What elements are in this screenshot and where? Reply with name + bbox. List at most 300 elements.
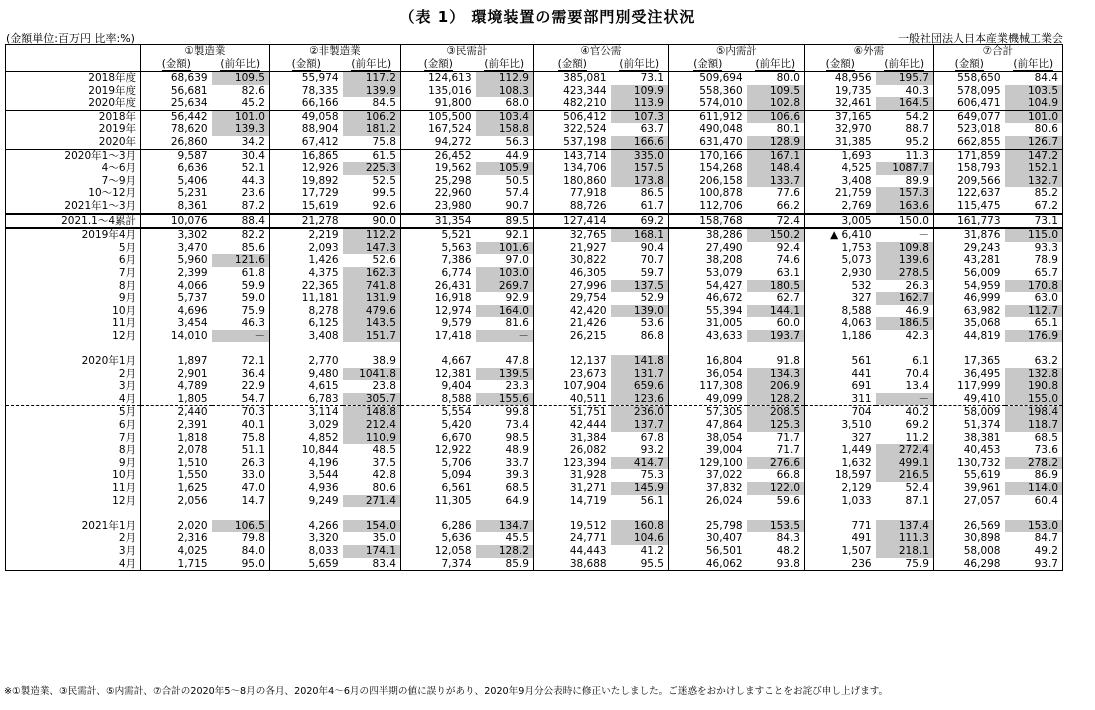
amount-cell: 3,302	[141, 228, 212, 242]
yoy-cell: 50.5	[505, 174, 529, 187]
row-label: 6月	[6, 254, 141, 267]
yoy-cell: 44.9	[476, 149, 534, 162]
amount-subheader: (金額)	[533, 58, 610, 72]
table-row	[6, 393, 1063, 406]
yoy-cell: 218.1	[876, 545, 934, 558]
yoy-cell: 52.1	[241, 162, 265, 175]
amount-subheader: (金額)	[141, 58, 212, 72]
amount-cell: 1,632	[805, 457, 876, 470]
amount-cell: 9,249	[269, 495, 342, 508]
yoy-cell: 143.5	[343, 317, 401, 330]
table-row	[6, 200, 1063, 214]
amount-cell: 4,063	[805, 317, 876, 330]
yoy-cell: 63.0	[1005, 292, 1063, 305]
yoy-cell: 103.4	[476, 110, 534, 123]
amount-cell: 327	[805, 292, 876, 305]
yoy-cell: 56.1	[640, 494, 664, 507]
amount-cell: 4,936	[269, 482, 342, 495]
yoy-cell: 92.4	[776, 241, 800, 254]
yoy-cell: 88.7	[905, 123, 929, 136]
amount-cell: 311	[805, 393, 876, 406]
yoy-cell: 40.1	[241, 419, 265, 432]
yoy-cell: 193.7	[747, 330, 805, 343]
row-label: 11月	[6, 482, 141, 495]
yoy-cell: 87.2	[241, 199, 265, 212]
table-row	[6, 419, 1063, 432]
yoy-cell: 151.7	[343, 330, 401, 343]
amount-cell: 130,732	[933, 457, 1004, 470]
yoy-cell: 101.0	[1005, 110, 1063, 123]
yoy-cell: 56.3	[505, 135, 529, 148]
yoy-cell: 137.7	[611, 419, 669, 432]
amount-cell: 30,898	[933, 532, 1004, 545]
yoy-cell: 499.1	[876, 457, 934, 470]
column-header: ④官公需	[533, 45, 668, 59]
amount-cell: 4,025	[141, 545, 212, 558]
yoy-cell: 84.7	[1005, 532, 1063, 545]
yoy-cell: 101.6	[476, 242, 534, 255]
amount-cell: 2,930	[805, 267, 876, 280]
yoy-cell: 141.8	[611, 355, 669, 368]
amount-cell: 9,579	[400, 317, 475, 330]
table-row	[6, 368, 1063, 381]
amount-cell: 5,563	[400, 242, 475, 255]
column-header: ⑤内需計	[668, 45, 804, 59]
yoy-cell: 22.9	[241, 380, 265, 393]
amount-cell: 54,427	[668, 280, 746, 293]
amount-cell: 558,650	[933, 72, 1004, 85]
yoy-cell: 139.0	[611, 305, 669, 318]
yoy-cell: 13.4	[905, 380, 929, 393]
amount-cell: 26,431	[400, 280, 475, 293]
amount-cell: 38,688	[533, 558, 610, 571]
yoy-subheader: (前年比)	[343, 58, 401, 72]
row-label: 5月	[6, 406, 141, 419]
amount-cell: 23,673	[533, 368, 610, 381]
amount-cell: 14,010	[141, 330, 212, 343]
amount-cell: 167,524	[400, 123, 475, 136]
amount-cell: 12,381	[400, 368, 475, 381]
yoy-cell: 67.2	[1005, 200, 1063, 214]
yoy-cell: 52.9	[640, 292, 664, 305]
yoy-cell: 150.2	[747, 228, 805, 242]
yoy-cell: 34.2	[241, 135, 265, 148]
row-label: 10月	[6, 469, 141, 482]
amount-cell: 115,475	[933, 200, 1004, 214]
amount-cell: 56,501	[668, 545, 746, 558]
yoy-cell: 176.9	[1005, 330, 1063, 343]
amount-cell: 6,670	[400, 432, 475, 445]
amount-cell: 67,412	[269, 136, 342, 149]
yoy-cell: 6.1	[912, 355, 929, 368]
column-header: ①製造業	[141, 45, 270, 59]
yoy-cell: 61.7	[640, 199, 664, 212]
amount-cell: 3,320	[269, 532, 342, 545]
yoy-cell: 102.8	[747, 97, 805, 110]
amount-cell: 48,956	[805, 72, 876, 85]
yoy-cell: 30.4	[212, 149, 270, 162]
amount-cell: 63,982	[933, 305, 1004, 318]
amount-cell: 16,804	[668, 355, 746, 368]
row-label: 2020年1月	[6, 355, 141, 368]
yoy-cell: 54.2	[876, 110, 934, 123]
yoy-cell: 118.7	[1005, 419, 1063, 432]
yoy-cell: 153.0	[1005, 520, 1063, 533]
amount-cell: 37,022	[668, 469, 746, 482]
amount-cell: 1,449	[805, 444, 876, 457]
yoy-cell: 42.3	[905, 329, 929, 342]
amount-cell: 26,215	[533, 330, 610, 343]
amount-cell: 5,231	[141, 187, 212, 200]
yoy-subheader: (前年比)	[747, 58, 805, 72]
amount-cell: 1,510	[141, 457, 212, 470]
amount-cell: 26,024	[668, 495, 746, 508]
table-row	[6, 72, 1063, 85]
yoy-cell: 89.5	[476, 214, 534, 229]
amount-cell: 2,440	[141, 406, 212, 419]
yoy-cell: 112.7	[1005, 305, 1063, 318]
yoy-cell: 659.6	[611, 380, 669, 393]
yoy-cell: －	[476, 330, 534, 343]
yoy-cell: 139.3	[212, 123, 270, 136]
yoy-cell: 80.6	[372, 482, 396, 494]
amount-cell: 91,800	[400, 97, 475, 110]
amount-cell: 4,615	[269, 380, 342, 393]
yoy-cell: 106.2	[343, 110, 401, 123]
yoy-cell: 132.8	[1005, 368, 1063, 381]
amount-cell: ▲ 6,410	[805, 228, 876, 242]
row-label: 2月	[6, 368, 141, 381]
amount-cell: 441	[805, 368, 876, 381]
amount-cell: 649,077	[933, 110, 1004, 123]
amount-cell: 4,066	[141, 280, 212, 293]
table-body	[6, 72, 1063, 571]
amount-cell: 39,961	[933, 482, 1004, 495]
yoy-cell: 1041.8	[343, 368, 401, 381]
yoy-subheader: (前年比)	[876, 58, 934, 72]
yoy-cell: 93.2	[640, 444, 664, 457]
amount-cell: 2,901	[141, 368, 212, 381]
yoy-cell: 104.6	[611, 532, 669, 545]
amount-cell: 25,298	[400, 175, 475, 188]
amount-cell: 16,918	[400, 292, 475, 305]
amount-cell: 574,010	[668, 97, 746, 110]
amount-cell: 4,375	[269, 267, 342, 280]
yoy-cell: 33.0	[241, 469, 265, 482]
row-label: 12月	[6, 495, 141, 508]
yoy-cell: 52.6	[372, 254, 396, 267]
amount-cell: 37,832	[668, 482, 746, 495]
amount-cell: 19,512	[533, 520, 610, 533]
amount-cell: 31,928	[533, 469, 610, 482]
yoy-cell: 106.5	[212, 520, 270, 533]
yoy-cell: 23.3	[505, 380, 529, 393]
table-row	[6, 162, 1063, 175]
amount-cell: 21,278	[269, 214, 342, 229]
amount-cell: 1,897	[141, 355, 212, 368]
yoy-cell: 741.8	[343, 280, 401, 293]
yoy-cell: 23.8	[372, 380, 396, 393]
amount-cell: 8,033	[269, 545, 342, 558]
yoy-cell: 139.6	[876, 254, 934, 267]
amount-cell: 105,500	[400, 110, 475, 123]
amount-cell: 8,588	[805, 305, 876, 318]
row-label: 9月	[6, 457, 141, 470]
yoy-cell: 71.7	[776, 431, 800, 444]
amount-cell: 25,634	[141, 97, 212, 110]
yoy-cell: 35.0	[372, 532, 396, 545]
amount-cell: 26,082	[533, 444, 610, 457]
yoy-cell: 75.9	[241, 304, 265, 317]
row-label: 7月	[6, 267, 141, 280]
amount-cell: 2,316	[141, 532, 212, 545]
table-row	[6, 469, 1063, 482]
table-row	[6, 330, 1063, 343]
row-label: 2019年	[6, 123, 141, 136]
amount-cell: 58,008	[933, 545, 1004, 558]
row-label: 7月	[6, 432, 141, 445]
amount-cell: 561	[805, 355, 876, 368]
yoy-cell: 67.8	[640, 431, 664, 444]
yoy-cell: 128.2	[476, 545, 534, 558]
amount-cell: 123,394	[533, 457, 610, 470]
amount-cell: 5,094	[400, 469, 475, 482]
amount-cell: 9,404	[400, 380, 475, 393]
amount-cell: 56,009	[933, 267, 1004, 280]
amount-cell: 6,561	[400, 482, 475, 495]
yoy-cell: 86.8	[640, 329, 664, 342]
yoy-cell: 113.9	[611, 97, 669, 110]
amount-cell: 3,454	[141, 317, 212, 330]
yoy-cell: 110.9	[343, 432, 401, 445]
amount-cell: 606,471	[933, 97, 1004, 110]
yoy-cell: 139.5	[476, 368, 534, 381]
table-row	[6, 136, 1063, 149]
yoy-cell: 166.6	[611, 136, 669, 149]
amount-cell: 14,719	[533, 495, 610, 508]
row-label: 4月	[6, 393, 141, 406]
table-row	[6, 97, 1063, 110]
yoy-cell: 278.5	[876, 267, 934, 280]
amount-cell: 506,412	[533, 110, 610, 123]
table-row	[6, 444, 1063, 457]
amount-cell: 19,562	[400, 162, 475, 175]
yoy-cell: 85.6	[241, 241, 265, 254]
yoy-cell: 46.9	[905, 304, 929, 317]
amount-cell: 5,406	[141, 175, 212, 188]
amount-cell: 206,158	[668, 175, 746, 188]
amount-cell: 117,999	[933, 380, 1004, 393]
yoy-cell: 93.3	[1005, 242, 1063, 255]
row-label: 11月	[6, 317, 141, 330]
amount-cell: 423,344	[533, 85, 610, 98]
yoy-cell: 68.5	[1005, 432, 1063, 445]
yoy-cell: 70.7	[640, 254, 664, 267]
amount-cell: 537,198	[533, 136, 610, 149]
amount-cell: 55,974	[269, 72, 342, 85]
amount-cell: 42,420	[533, 305, 610, 318]
yoy-cell: 57.4	[505, 187, 529, 200]
yoy-cell: 39.3	[505, 469, 529, 482]
row-label: 2019年度	[6, 85, 141, 98]
amount-cell: 53,079	[668, 267, 746, 280]
amount-cell: 4,789	[141, 380, 212, 393]
table-row	[6, 110, 1063, 123]
amount-cell: 77,918	[533, 187, 610, 200]
amount-cell: 1,625	[141, 482, 212, 495]
amount-cell: 1,507	[805, 545, 876, 558]
yoy-cell: 88.4	[212, 214, 270, 229]
yoy-cell: 414.7	[611, 457, 669, 470]
amount-cell: 161,773	[933, 214, 1004, 229]
amount-cell: 43,281	[933, 254, 1004, 267]
yoy-cell: 72.4	[747, 214, 805, 229]
row-label: 10～12月	[6, 187, 141, 200]
table-row	[6, 482, 1063, 495]
yoy-cell: 91.8	[776, 355, 800, 368]
yoy-cell: －	[212, 330, 270, 343]
yoy-cell: 167.1	[747, 149, 805, 162]
yoy-cell: 181.2	[343, 123, 401, 136]
table-row	[6, 495, 1063, 508]
yoy-cell: 75.8	[372, 135, 396, 148]
yoy-cell: 163.6	[876, 200, 934, 214]
amount-cell: 49,099	[668, 393, 746, 406]
amount-cell: 662,855	[933, 136, 1004, 149]
amount-subheader: (金額)	[668, 58, 746, 72]
amount-cell: 2,056	[141, 495, 212, 508]
amount-cell: 7,386	[400, 254, 475, 267]
amount-cell: 54,959	[933, 280, 1004, 293]
amount-cell: 2,770	[269, 355, 342, 368]
yoy-cell: 70.3	[212, 406, 270, 419]
yoy-cell: 134.7	[476, 520, 534, 533]
yoy-cell: 86.5	[640, 187, 664, 200]
table-row	[6, 317, 1063, 330]
amount-cell: 66,166	[269, 97, 342, 110]
yoy-cell: 109.8	[876, 242, 934, 255]
amount-cell: 482,210	[533, 97, 610, 110]
yoy-cell: 157.3	[876, 187, 934, 200]
amount-cell: 1,818	[141, 432, 212, 445]
amount-cell: 2,399	[141, 267, 212, 280]
yoy-cell: 75.9	[876, 558, 934, 571]
yoy-subheader: (前年比)	[212, 58, 270, 72]
table-row	[6, 242, 1063, 255]
yoy-cell: 86.9	[1005, 469, 1063, 482]
yoy-cell: 133.7	[747, 175, 805, 188]
yoy-cell: 305.7	[343, 393, 401, 406]
amount-cell: 39,004	[668, 444, 746, 457]
row-label: 2019年4月	[6, 228, 141, 242]
amount-cell: 1,033	[805, 495, 876, 508]
amount-cell: 1,805	[141, 393, 212, 406]
table-row	[6, 149, 1063, 162]
row-label: 2021.1～4累計	[6, 214, 141, 229]
amount-cell: 51,751	[533, 406, 610, 419]
column-header: ⑦合計	[933, 45, 1062, 59]
amount-cell: 5,737	[141, 292, 212, 305]
yoy-cell: 173.8	[611, 175, 669, 188]
amount-cell: 117,308	[668, 380, 746, 393]
yoy-subheader: (前年比)	[1005, 58, 1063, 72]
amount-cell: 1,715	[141, 558, 212, 571]
amount-cell: 8,361	[141, 200, 212, 214]
yoy-cell: 46.3	[241, 317, 265, 330]
amount-cell: 40,511	[533, 393, 610, 406]
yoy-cell: 68.5	[505, 482, 529, 494]
amount-cell: 68,639	[141, 72, 212, 85]
yoy-cell: 112.9	[476, 72, 534, 85]
yoy-cell: 164.5	[876, 97, 934, 110]
yoy-cell: 70.4	[905, 367, 929, 380]
amount-cell: 4,266	[269, 520, 342, 533]
yoy-cell: 66.8	[776, 469, 800, 482]
amount-cell: 12,058	[400, 545, 475, 558]
amount-cell: 112,706	[668, 200, 746, 214]
amount-cell: 3,544	[269, 469, 342, 482]
amount-cell: 32,970	[805, 123, 876, 136]
amount-cell: 29,243	[933, 242, 1004, 255]
yoy-cell: 158.8	[476, 123, 534, 136]
amount-cell: 491	[805, 532, 876, 545]
yoy-cell: 74.6	[776, 254, 800, 267]
amount-cell: 23,980	[400, 200, 475, 214]
yoy-cell: －	[876, 228, 934, 242]
table-row	[6, 85, 1063, 98]
amount-cell: 509,694	[668, 72, 746, 85]
row-label: 2018年	[6, 110, 141, 123]
amount-cell: 3,510	[805, 419, 876, 432]
yoy-cell: 128.2	[747, 393, 805, 406]
yoy-cell: 48.5	[372, 444, 396, 457]
row-label: 2月	[6, 532, 141, 545]
table-row	[6, 432, 1063, 445]
amount-cell: 88,904	[269, 123, 342, 136]
amount-cell: 78,335	[269, 85, 342, 98]
yoy-cell: 87.1	[905, 494, 929, 507]
yoy-cell: 75.3	[640, 469, 664, 482]
amount-cell: 31,271	[533, 482, 610, 495]
yoy-cell: 61.8	[241, 266, 265, 279]
table-row	[6, 558, 1063, 571]
yoy-cell: 41.2	[640, 544, 664, 557]
yoy-cell: 84.0	[241, 544, 265, 557]
yoy-cell: 44.3	[241, 174, 265, 187]
yoy-cell: 132.7	[1005, 175, 1063, 188]
amount-subheader: (金額)	[933, 58, 1004, 72]
yoy-cell: 82.6	[241, 84, 265, 97]
amount-subheader: (金額)	[269, 58, 342, 72]
yoy-cell: 47.0	[241, 482, 265, 494]
amount-cell: 31,385	[805, 136, 876, 149]
yoy-cell: 11.3	[876, 149, 934, 162]
amount-cell: 49,058	[269, 110, 342, 123]
amount-cell: 3,005	[805, 214, 876, 229]
yoy-cell: 73.1	[1005, 214, 1063, 229]
amount-cell: 5,521	[400, 228, 475, 242]
amount-cell: 78,620	[141, 123, 212, 136]
amount-cell: 3,408	[805, 175, 876, 188]
amount-cell: 31,005	[668, 317, 746, 330]
yoy-cell: 174.1	[343, 545, 401, 558]
table-row	[6, 214, 1063, 229]
amount-cell: 704	[805, 406, 876, 419]
row-label: 2018年度	[6, 72, 141, 85]
yoy-cell: 97.0	[505, 254, 529, 267]
row-label: 2020年度	[6, 97, 141, 110]
yoy-cell: 92.9	[505, 292, 529, 305]
